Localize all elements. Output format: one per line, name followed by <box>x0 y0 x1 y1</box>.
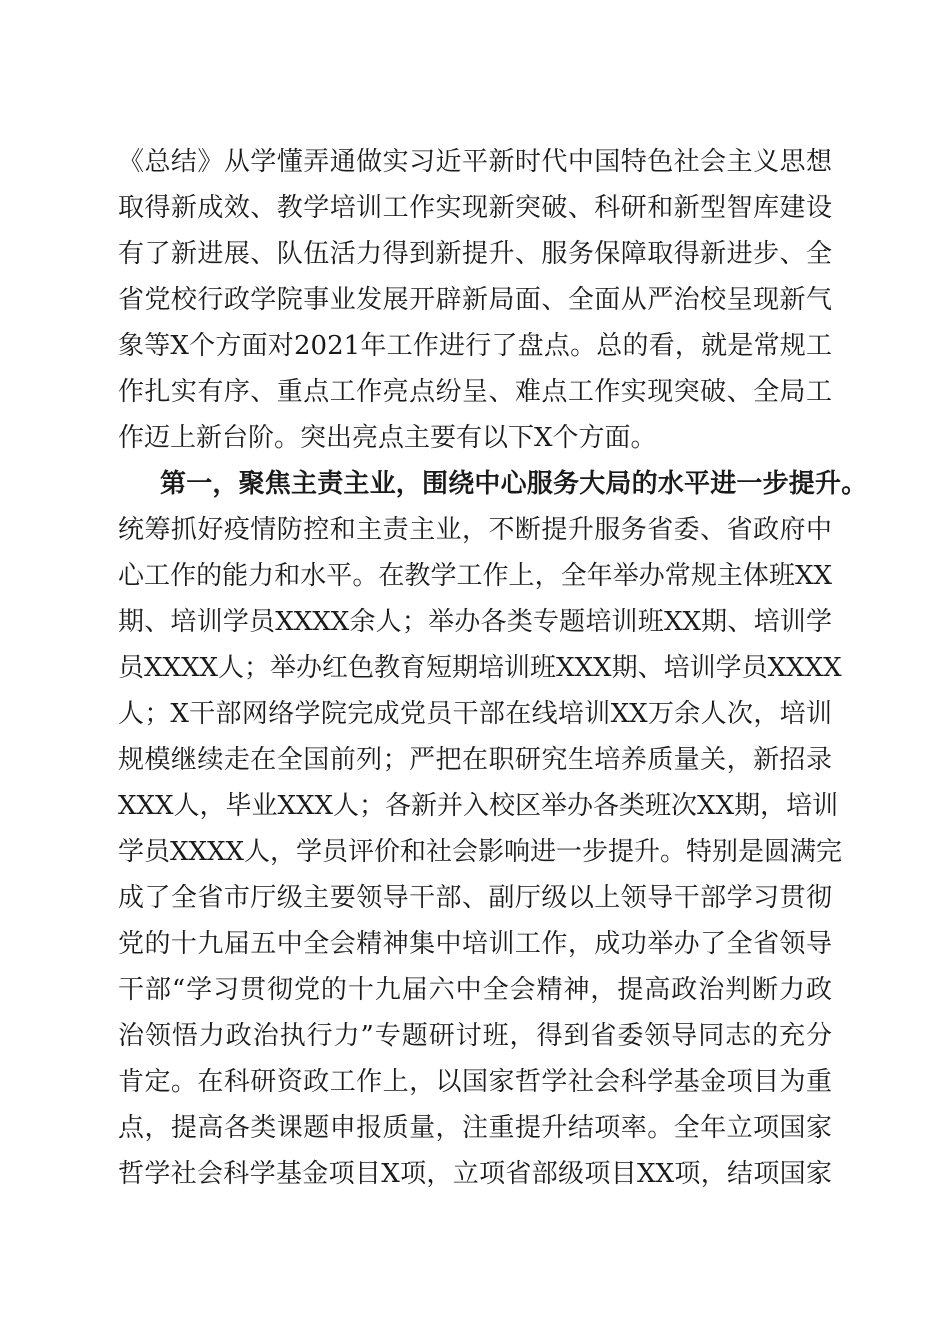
paragraph-2-line-3: 期、培训学员XXXX余人；举办各类专题培训班XX期、培训学 <box>118 607 832 637</box>
paragraph-1-line-3: 有了新进展、队伍活力得到新提升、服务保障取得新进步、全 <box>118 239 832 269</box>
paragraph-1-line-5: 象等X个方面对2021年工作进行了盘点。总的看，就是常规工 <box>118 331 832 361</box>
paragraph-2-line-12: 治领悟力政治执行力”专题研讨班，得到省委领导同志的充分 <box>118 1021 832 1051</box>
paragraph-2-line-2: 心工作的能力和水平。在教学工作上，全年举办常规主体班XX <box>118 561 832 591</box>
paragraph-1-line-2: 取得新成效、教学培训工作实现新突破、科研和新型智库建设 <box>118 193 832 223</box>
paragraph-2-line-4: 员XXXX人；举办红色教育短期培训班XXX期、培训学员XXXX <box>118 653 842 683</box>
paragraph-2-line-11: 干部“学习贯彻党的十九届六中全会精神，提高政治判断力政 <box>118 975 832 1005</box>
paragraph-1-line-4: 省党校行政学院事业发展开辟新局面、全面从严治校呈现新气 <box>118 285 832 315</box>
paragraph-1-line-6: 作扎实有序、重点工作亮点纷呈、难点工作实现突破、全局工 <box>118 377 832 407</box>
paragraph-2-line-13: 肯定。在科研资政工作上，以国家哲学社会科学基金项目为重 <box>118 1067 832 1097</box>
section-heading: 第一，聚焦主责主业，围绕中心服务大局的水平进一步提升。 <box>160 469 868 499</box>
paragraph-2-line-9: 成了全省市厅级主要领导干部、副厅级以上领导干部学习贯彻 <box>118 883 832 913</box>
paragraph-2-line-14: 点，提高各类课题申报质量，注重提升结项率。全年立项国家 <box>118 1113 832 1143</box>
paragraph-2-line-7: XXX人，毕业XXX人；各新并入校区举办各类班次XX期，培训 <box>118 791 839 821</box>
paragraph-2-line-6: 规模继续走在全国前列；严把在职研究生培养质量关，新招录 <box>118 745 832 775</box>
paragraph-2-line-5: 人；X干部网络学院完成党员干部在线培训XX万余人次，培训 <box>118 699 832 729</box>
paragraph-2-line-8: 学员XXXX人，学员评价和社会影响进一步提升。特别是圆满完 <box>118 837 843 867</box>
paragraph-1-line-1: 《总结》从学懂弄通做实习近平新时代中国特色社会主义思想 <box>118 147 832 177</box>
paragraph-2-line-15: 哲学社会科学基金项目X项，立项省部级项目XX项，结项国家 <box>118 1159 832 1189</box>
paragraph-1-line-7: 作迈上新台阶。突出亮点主要有以下X个方面。 <box>118 423 657 453</box>
paragraph-2-line-10: 党的十九届五中全会精神集中培训工作，成功举办了全省领导 <box>118 929 832 959</box>
paragraph-2-line-1: 统筹抓好疫情防控和主责主业，不断提升服务省委、省政府中 <box>118 515 832 545</box>
